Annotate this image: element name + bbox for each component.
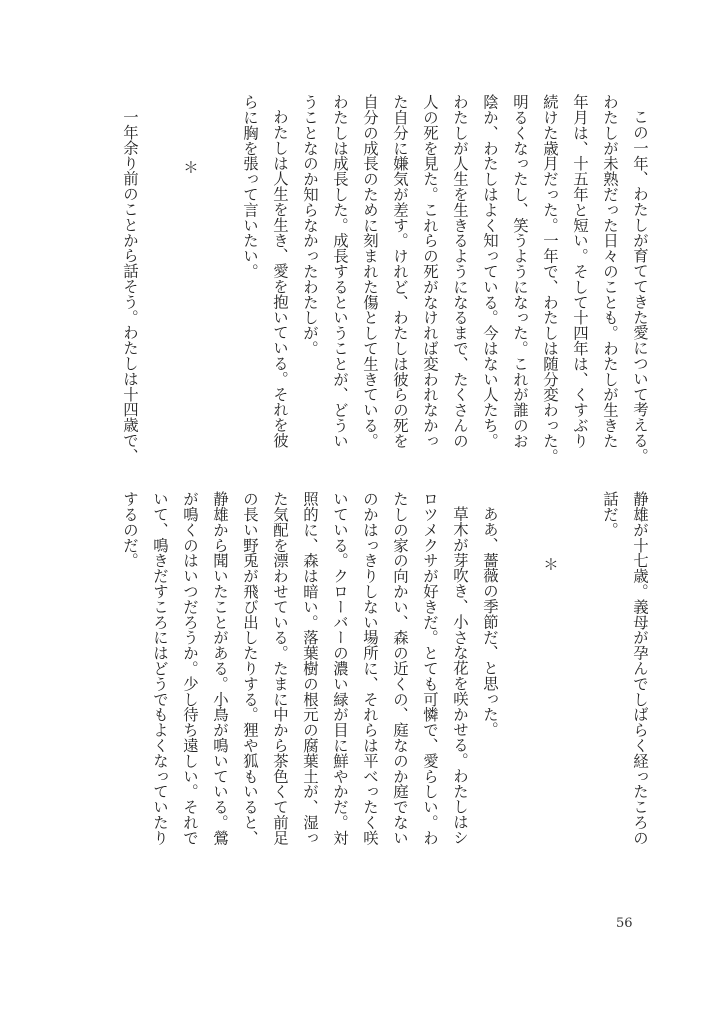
text-column: 静雄が十七歳。義母が孕んでしばらく経ったころの xyxy=(631,491,649,846)
page-number: 56 xyxy=(616,916,633,931)
text-column: するのだ。 xyxy=(121,491,139,568)
section-break-asterisk: ＊ xyxy=(181,158,199,175)
text-column: 話だ。 xyxy=(601,491,619,538)
text-column: ロツメクサが好きだ。とても可憐で、愛らしい。わ xyxy=(421,491,439,846)
text-column: た気配を漂わせている。たまに中から茶色くて前足 xyxy=(271,491,289,846)
text-column xyxy=(565,491,595,889)
text-column: 人の死を見た。これらの死がなければ変われなかっ xyxy=(421,94,439,449)
text-column: が鳴くのはいつだろうか。少し待ち遠しい。それで xyxy=(181,491,199,846)
text-column: 草木が芽吹き、小さな花を咲かせる。わたしはシ xyxy=(451,506,469,846)
text-column: わたしが未熟だった日々のことも。わたしが生きた xyxy=(601,94,619,449)
text-column: わたしは成長した。成長するということが、どうい xyxy=(331,94,349,449)
text-column: たしの家の向かい、森の近くの、庭なのか庭でない xyxy=(391,491,409,846)
text-column xyxy=(505,491,535,889)
text-column: のかはっきりしない場所に、それらは平べったく咲 xyxy=(361,491,379,846)
text-column: 明るくなったし、笑うようになった。これが誰のお xyxy=(511,94,529,449)
text-column: 年月は、十五年と短い。そして十四年は、くすぶり xyxy=(571,94,589,449)
text-column: 陰か、わたしはよく知っている。今はない人たち。 xyxy=(481,94,499,449)
top-text-block xyxy=(115,94,655,474)
text-column: うことなのか知らなかったわたしが。 xyxy=(301,94,319,356)
text-column: いて、鳴きだすころにはどうでもよくなっていたり xyxy=(151,491,169,846)
section-break-asterisk: ＊ xyxy=(541,555,559,572)
text-column: 一年余り前のことから話そう。わたしは十四歳で、 xyxy=(121,109,139,464)
text-column: た自分に嫌気が差す。けれど、わたしは彼らの死を xyxy=(391,94,409,449)
text-column: この一年、わたしが育ててきた愛について考える。 xyxy=(631,109,649,464)
text-column: 続けた歳月だった。一年で、わたしは随分変わった。 xyxy=(541,94,559,464)
text-column: わたしが人生を生きるようになるまで、たくさんの xyxy=(451,94,469,449)
text-column: らに胸を張って言いたい。 xyxy=(241,94,259,279)
text-column xyxy=(145,94,175,474)
bottom-text-block xyxy=(115,491,655,889)
text-column xyxy=(205,94,235,474)
text-column: 自分の成長のために刻まれた傷として生きている。 xyxy=(361,94,379,449)
text-column: ああ、薔薇の季節だ、と思った。 xyxy=(481,506,499,738)
text-column: いている。クローバーの濃い緑が目に鮮やかだ。対 xyxy=(331,491,349,846)
text-column: わたしは人生を生き、愛を抱いている。それを彼 xyxy=(271,109,289,449)
text-column: 照的に、森は暗い。落葉樹の根元の腐葉土が、湿っ xyxy=(301,491,319,846)
text-column: 静雄から聞いたことがある。小鳥が鳴いている。鶯 xyxy=(211,491,229,846)
text-column: の長い野兎が飛び出したりする。狸や狐もいると、 xyxy=(241,491,259,846)
